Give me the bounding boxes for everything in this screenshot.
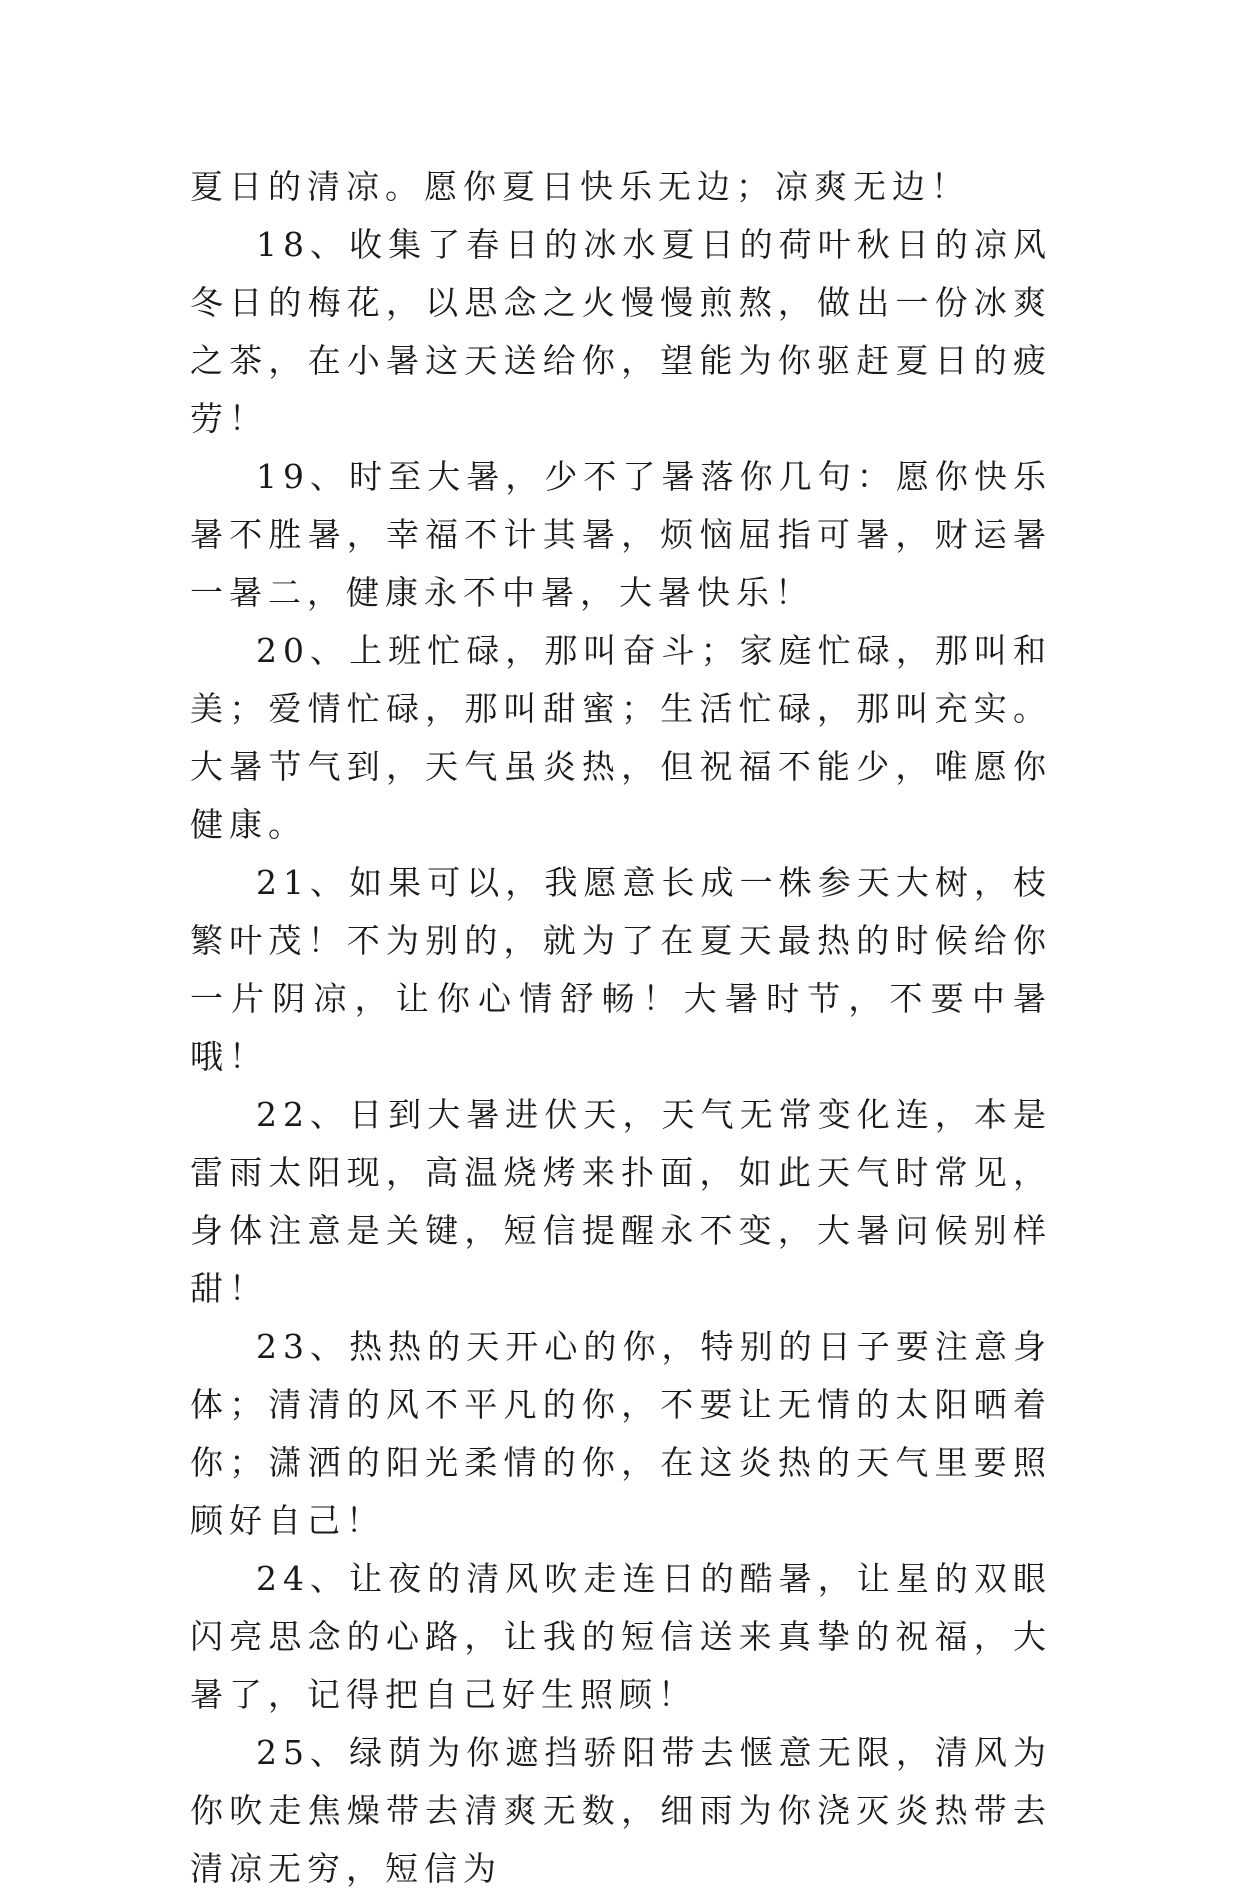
paragraph-24: 24、让夜的清风吹走连日的酷暑，让星的双眼闪亮思念的心路，让我的短信送来真挚的祝福，大暑了，记得把自己好生照顾！	[190, 1559, 1052, 1714]
paragraph-25: 25、绿荫为你遮挡骄阳带去惬意无限，清风为你吹走焦燥带去清爽无数，细雨为你浇灭炎热带去清凉无穷，短信为	[190, 1733, 1052, 1888]
paragraph-19: 19、时至大暑，少不了暑落你几句：愿你快乐暑不胜暑，幸福不计其暑，烦恼屈指可暑，财运暑一暑二，健康永不中暑，大暑快乐！	[190, 457, 1052, 612]
paragraph-21: 21、如果可以，我愿意长成一株参天大树，枝繁叶茂！不为别的，就为了在夏天最热的时候给你一片阴凉，让你心情舒畅！大暑时节，不要中暑哦！	[190, 863, 1052, 1076]
paragraph-18: 18、收集了春日的冰水夏日的荷叶秋日的凉风冬日的梅花，以思念之火慢慢煎熬，做出一份冰爽之茶，在小暑这天送给你，望能为你驱赶夏日的疲劳！	[190, 225, 1052, 438]
document-body	[190, 158, 1052, 1898]
paragraph-20: 20、上班忙碌，那叫奋斗；家庭忙碌，那叫和美；爱情忙碌，那叫甜蜜；生活忙碌，那叫充实。大暑节气到，天气虽炎热，但祝福不能少，唯愿你健康。	[190, 631, 1052, 844]
paragraph-22: 22、日到大暑进伏天，天气无常变化连，本是雷雨太阳现，高温烧烤来扑面，如此天气时常见，身体注意是关键，短信提醒永不变，大暑问候别样甜！	[190, 1095, 1052, 1308]
paragraph-23: 23、热热的天开心的你，特别的日子要注意身体；清清的风不平凡的你，不要让无情的太阳晒着你；潇洒的阳光柔情的你，在这炎热的天气里要照顾好自己！	[190, 1327, 1052, 1540]
paragraph-17-continued: 夏日的清凉。愿你夏日快乐无边；凉爽无边！	[190, 167, 970, 206]
